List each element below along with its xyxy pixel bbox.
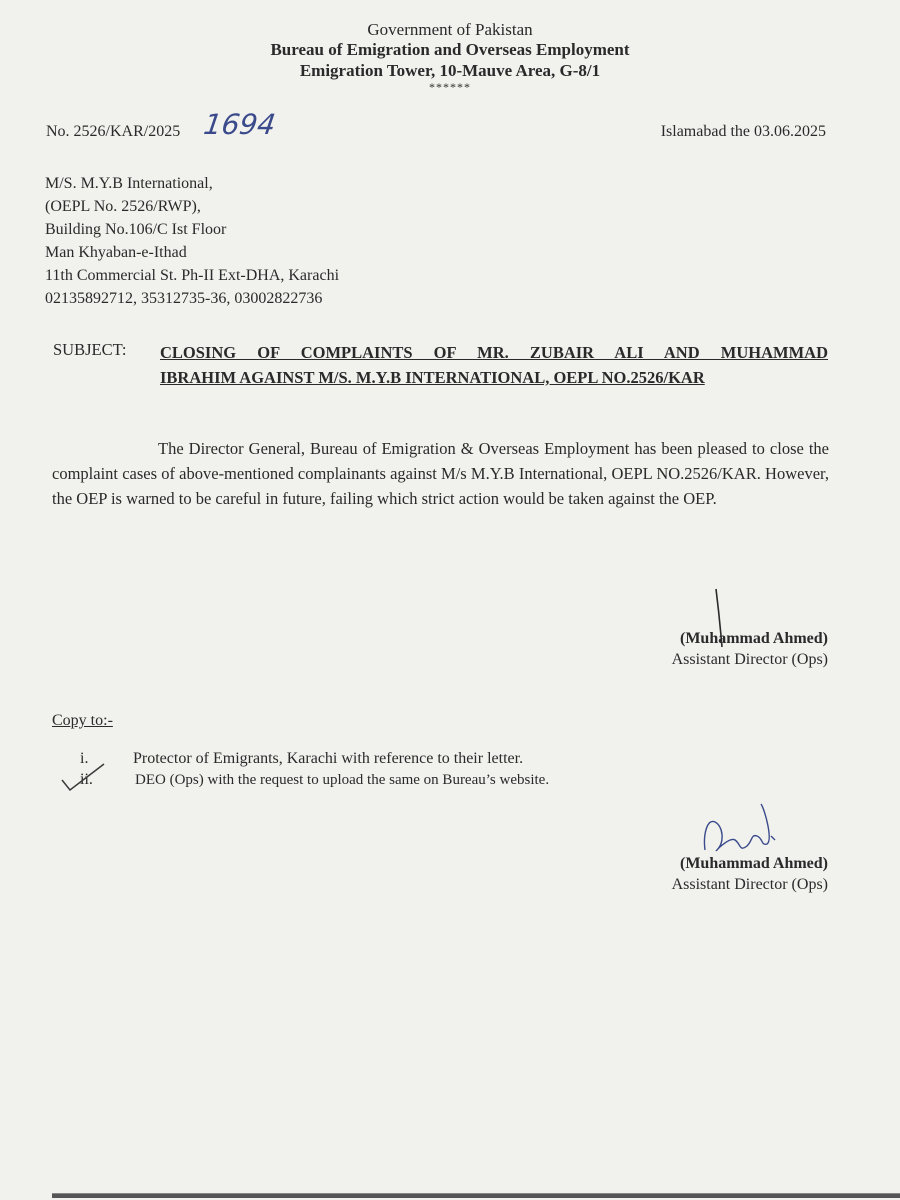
addressee-line: 02135892712, 35312735-36, 03002822736 [45,290,323,307]
header-bureau: Bureau of Emigration and Overseas Employment [270,40,630,59]
reference-number: No. 2526/KAR/2025 [46,123,181,140]
subject-label: SUBJECT: [53,340,127,359]
handwritten-diary-number: 1694 [201,108,278,141]
copy-item-text: DEO (Ops) with the request to upload the same on Bureau’s website. [135,772,550,788]
signatory-title: Assistant Director (Ops) [671,651,828,668]
subject-line-1: CLOSING OF COMPLAINTS OF MR. ZUBAIR ALI AND MUHAMMAD [160,343,828,362]
addressee-line: M/S. M.Y.B International, [45,175,213,192]
header-government: Government of Pakistan [367,20,533,39]
body-paragraph: The Director General, Bureau of Emigration & Overseas Employment has been pleased to close the complaint cases of above-mentioned complainants against M/s M.Y.B International, OEPL NO.2526/KAR. However, the OEP is warned to be careful in future, failing which strict action would be taken against the OEP. [52,439,829,508]
copy-item-number: i. [80,750,89,767]
addressee-line: 11th Commercial St. Ph-II Ext-DHA, Karachi [45,267,340,284]
page-bottom-rule [52,1193,900,1198]
signatory-name: (Muhammad Ahmed) [679,855,828,872]
subject-line-2: IBRAHIM AGAINST M/S. M.Y.B INTERNATIONAL, OEPL NO.2526/KAR [160,368,705,387]
signatory-title: Assistant Director (Ops) [671,876,828,893]
addressee-line: Building No.106/C Ist Floor [45,221,227,238]
copy-item-text: Protector of Emigrants, Karachi with reference to their letter. [133,750,524,767]
addressee-line: (OEPL No. 2526/RWP), [45,198,201,215]
copy-to-label: Copy to:- [52,712,113,729]
header-separator: ****** [429,80,471,94]
signatory-name: (Muhammad Ahmed) [679,630,828,647]
addressee-block [45,172,339,310]
addressee-line: Man Khyaban-e-Ithad [45,244,187,261]
check-mark-icon [58,758,108,798]
handwritten-signature [695,800,795,860]
header-address: Emigration Tower, 10-Mauve Area, G-8/1 [299,61,601,80]
subject-text [160,340,828,390]
copy-item-number: ii. [80,771,93,788]
letter-date: Islamabad the 03.06.2025 [660,123,826,140]
